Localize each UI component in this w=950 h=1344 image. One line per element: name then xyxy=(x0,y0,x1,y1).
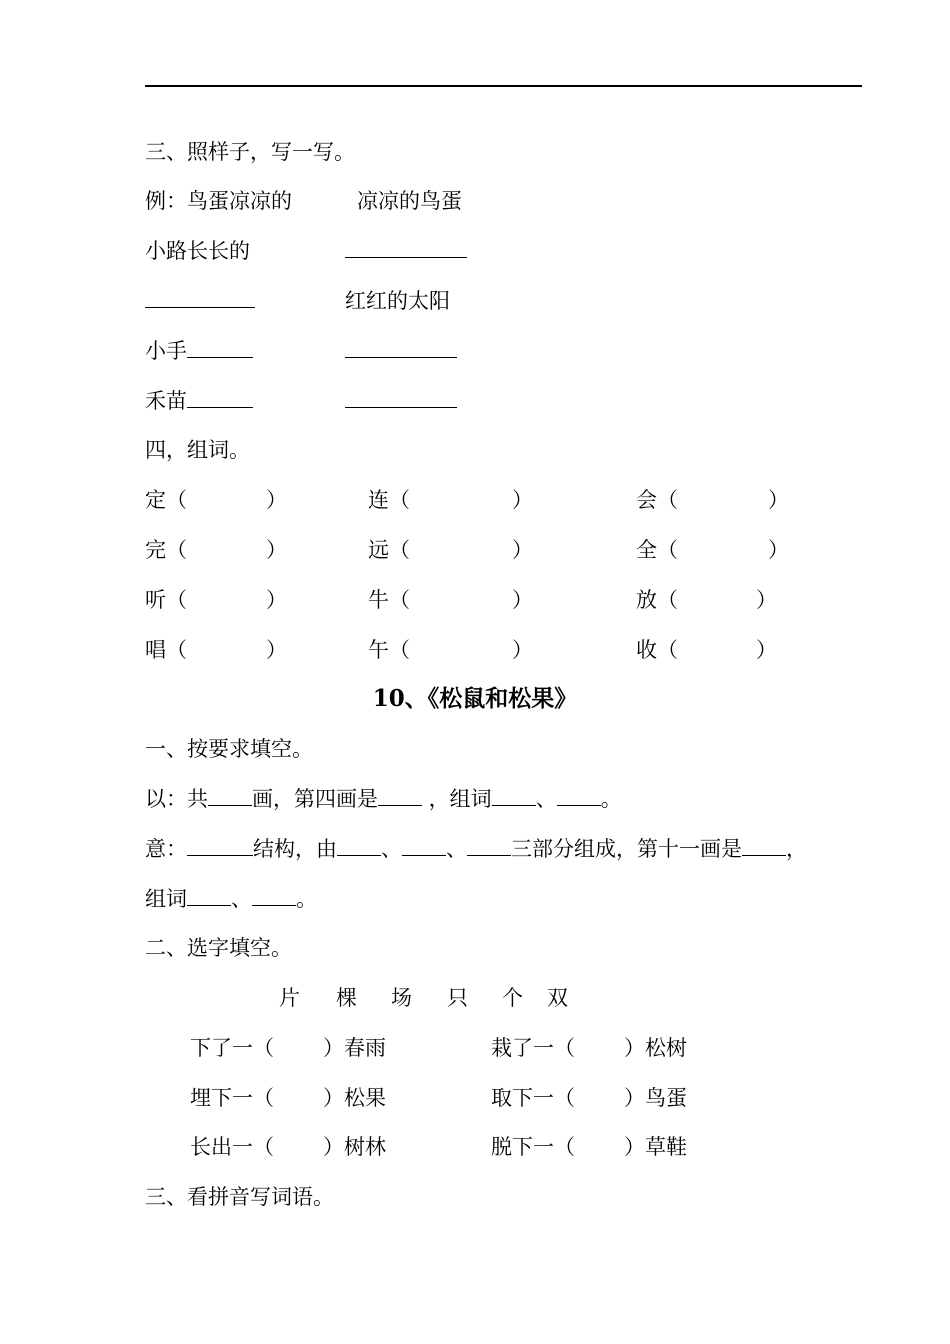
close-paren: ） xyxy=(266,538,287,562)
close-paren: ） xyxy=(768,538,789,562)
close-paren: ） xyxy=(266,588,287,612)
close-paren: ） xyxy=(768,488,789,512)
row3-left-label: 小手 xyxy=(145,339,187,363)
row2-right: 红红的太阳 xyxy=(345,289,450,313)
choice-char: 棵 xyxy=(336,986,357,1010)
close-paren: ） xyxy=(756,588,777,612)
word-item: 定（ xyxy=(145,488,187,512)
blank[interactable] xyxy=(187,885,231,906)
row1-left: 小路长长的 xyxy=(145,239,250,263)
blank[interactable] xyxy=(252,885,296,906)
close-paren: ） xyxy=(512,638,533,662)
word-item: 放（ xyxy=(636,588,678,612)
fill-item-post: ）树林 xyxy=(323,1135,386,1159)
close-paren: ） xyxy=(756,638,777,662)
blank[interactable] xyxy=(467,835,511,856)
row4-left-blank[interactable] xyxy=(187,387,253,408)
row4-right-blank[interactable] xyxy=(345,387,457,415)
row1-right-blank[interactable] xyxy=(345,237,467,265)
close-paren: ） xyxy=(512,538,533,562)
choice-char: 双 xyxy=(547,986,568,1010)
word-item: 听（ xyxy=(145,588,187,612)
choice-char: 场 xyxy=(391,986,412,1010)
example-right: 凉凉的鸟蛋 xyxy=(357,189,462,213)
fill-item-pre: 取下一（ xyxy=(491,1086,575,1110)
word-item: 午（ xyxy=(368,638,410,662)
yi2-line: 意： 结构，由 、 、 三部分组成，第十一画是 ， xyxy=(145,837,807,861)
word-item: 会（ xyxy=(636,488,678,512)
choice-char: 个 xyxy=(502,986,523,1010)
choice-char: 只 xyxy=(447,986,468,1010)
word-item: 完（ xyxy=(145,538,187,562)
yi-line: 以：共 画，第四画是 ，组词 、 。 xyxy=(145,787,622,811)
part2-heading: 二、选字填空。 xyxy=(145,936,292,960)
yi3-line: 组词 、 。 xyxy=(145,887,317,911)
section4-heading: 四，组词。 xyxy=(145,438,250,462)
blank[interactable] xyxy=(402,835,446,856)
blank[interactable] xyxy=(742,835,786,856)
fill-item-pre: 埋下一（ xyxy=(190,1086,274,1110)
row4-left-label: 禾苗 xyxy=(145,389,187,413)
word-item: 唱（ xyxy=(145,638,187,662)
part1-heading: 一、按要求填空。 xyxy=(145,737,313,761)
word-item: 全（ xyxy=(636,538,678,562)
row3-right-blank[interactable] xyxy=(345,337,457,365)
close-paren: ） xyxy=(266,638,287,662)
fill-item-post: ）松树 xyxy=(624,1036,687,1060)
row3-left-blank[interactable] xyxy=(187,337,253,358)
blank[interactable] xyxy=(208,785,252,806)
blank[interactable] xyxy=(187,835,253,856)
word-item: 牛（ xyxy=(368,588,410,612)
fill-item-pre: 下了一（ xyxy=(190,1036,274,1060)
fill-item-pre: 脱下一（ xyxy=(491,1135,575,1159)
part3-heading: 三、看拼音写词语。 xyxy=(145,1185,334,1209)
word-item: 连（ xyxy=(368,488,410,512)
lesson-title: 10、《松鼠和松果》 xyxy=(372,685,578,712)
fill-item-post: ）草鞋 xyxy=(624,1135,687,1159)
close-paren: ） xyxy=(512,588,533,612)
choice-char: 片 xyxy=(279,986,300,1010)
blank[interactable] xyxy=(557,785,601,806)
close-paren: ） xyxy=(266,488,287,512)
blank[interactable] xyxy=(492,785,536,806)
fill-item-post: ）鸟蛋 xyxy=(624,1086,687,1110)
word-item: 收（ xyxy=(636,638,678,662)
blank[interactable] xyxy=(337,835,381,856)
blank[interactable] xyxy=(378,785,422,806)
fill-item-post: ）松果 xyxy=(323,1086,386,1110)
fill-item-post: ）春雨 xyxy=(323,1036,386,1060)
header-rule xyxy=(145,85,862,87)
close-paren: ） xyxy=(512,488,533,512)
fill-item-pre: 长出一（ xyxy=(190,1135,274,1159)
example-left: 例：鸟蛋凉凉的 xyxy=(145,189,292,213)
row2-left-blank[interactable] xyxy=(145,287,255,315)
row4-left xyxy=(145,387,253,415)
fill-item-pre: 栽了一（ xyxy=(491,1036,575,1060)
row3-left xyxy=(145,337,253,365)
word-item: 远（ xyxy=(368,538,410,562)
section3-heading: 三、照样子，写一写。 xyxy=(145,140,355,164)
